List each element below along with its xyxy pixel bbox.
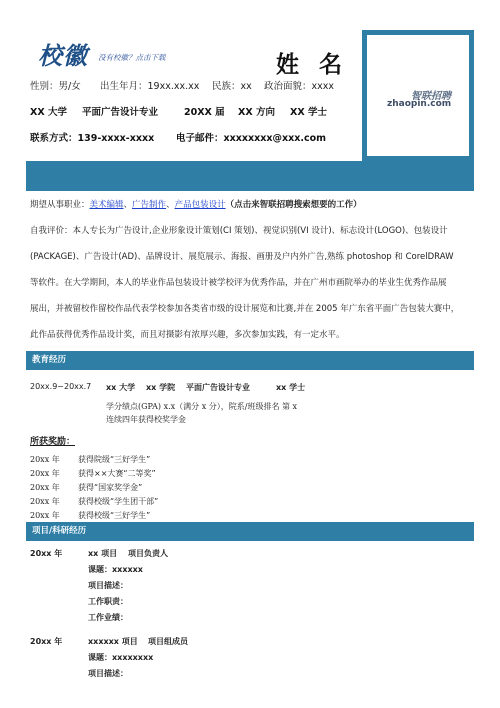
job-link-art-editor[interactable]: 美术编辑 <box>89 200 124 210</box>
edu-degree: XX 学士 <box>290 107 327 118</box>
edu-school: XX 大学 <box>30 107 67 118</box>
award-text: 获得××大赛“二等奖” <box>78 469 156 478</box>
candidate-name: 姓 名 <box>276 52 349 78</box>
logo-download-link[interactable]: 没有校徽？点击下载 <box>98 53 166 62</box>
project-field: 课题：xxxxxxxx <box>88 653 154 662</box>
self-eval-line: 展出，并被留校作留校作品代表学校参加各类省市级的设计展览和比赛,并在 2005 年广东省平面广告包装大赛中， <box>30 304 460 314</box>
award-text: 获得“国家奖学金” <box>78 483 143 492</box>
project-name: xxxxxx 项目 <box>88 637 138 646</box>
contact-email: 电子邮件：xxxxxxxx@xxx.com <box>176 133 327 144</box>
project-field: 项目描述： <box>88 581 128 590</box>
edu-scholarship: 连续四年获得校奖学金 <box>106 415 186 424</box>
birth-date: 出生年月：19xx.xx.xx <box>100 81 200 92</box>
award-year: 20xx 年 <box>30 483 60 492</box>
photo-placeholder <box>367 35 469 156</box>
award-year: 20xx 年 <box>30 497 60 506</box>
edu-period: 20xx.9~20xx.7 <box>30 382 92 391</box>
self-eval-line: 此作品获得优秀作品设计奖，而且对摄影有浓厚兴趣，多次参加实践，有一定水平。 <box>30 330 345 340</box>
project-role: 项目负责人 <box>128 549 168 558</box>
project-year: 20xx 年 <box>30 637 63 646</box>
self-eval-line: 等软件。在大学期间，本人的毕业作品包装设计被学校评为优秀作品，并在广州市画院举办的毕业生优秀作品展 <box>30 278 447 288</box>
watermark-url: zhaopin.com <box>387 99 452 109</box>
gender: 性别：男/女 <box>30 81 81 92</box>
edu-direction: XX 方向 <box>238 107 275 118</box>
edu-detail-degree: xx 学士 <box>276 383 306 392</box>
job-intent <box>30 198 470 210</box>
award-year: 20xx 年 <box>30 469 60 478</box>
education-section-title: 教育经历 <box>26 351 474 370</box>
project-role: 项目组成员 <box>148 637 188 646</box>
award-text: 获得校级“学生团干部” <box>78 497 159 506</box>
job-link-ad-production[interactable]: 广告制作 <box>132 200 167 210</box>
ethnicity: 民族：xx <box>212 81 252 92</box>
project-field: 工作职责： <box>88 597 128 606</box>
edu-gpa: 学分绩点(GPA) x.x（满分 x 分），院系/班级排名 第 x <box>106 402 298 411</box>
award-text: 获得校级“三好学生” <box>78 511 151 520</box>
self-eval-line: 自我评价：本人专长为广告设计,企业形象设计策划(CI 策划)、视觉识别(VI 设计)、标志设计(LOGO)、包装设计 <box>30 226 448 236</box>
award-year: 20xx 年 <box>30 455 60 464</box>
photo-frame <box>362 30 474 161</box>
project-field: 工作业绩： <box>88 613 128 622</box>
job-intent-label: 期望从事职业： <box>30 200 90 210</box>
edu-detail-school: xx 大学 <box>106 383 136 392</box>
project-name: xx 项目 <box>88 549 118 558</box>
job-search-note[interactable]: （点击来智联招聘搜索想要的工作） <box>225 200 362 210</box>
projects-section-title: 项目/科研经历 <box>26 522 474 541</box>
award-year: 20xx 年 <box>30 511 60 520</box>
project-year: 20xx 年 <box>30 549 63 558</box>
project-field: 项目描述： <box>88 669 128 678</box>
awards-title: 所获奖励： <box>30 437 76 447</box>
job-sep: 、 <box>166 200 175 210</box>
school-logo: 校徽 <box>38 41 88 70</box>
contact-phone: 联系方式：139-xxxx-xxxx <box>30 133 155 144</box>
edu-detail-college: xx 学院 <box>146 383 176 392</box>
political-status: 政治面貌：xxxx <box>264 81 334 92</box>
edu-class: 20XX 届 <box>184 107 225 118</box>
job-sep: 、 <box>123 200 133 210</box>
self-eval-line: (PACKAGE)、广告设计(AD)、品牌设计、展览展示、海报、画册及户内外广告,熟练 photoshop 和 CorelDRAW <box>30 252 454 262</box>
project-field: 课题：xxxxxx <box>88 565 143 574</box>
watermark-text: 智联招聘 <box>411 91 451 102</box>
award-text: 获得院级“三好学生” <box>78 455 151 464</box>
job-link-package-design[interactable]: 产品包装设计 <box>174 200 226 210</box>
edu-major: 平面广告设计专业 <box>82 107 159 118</box>
edu-detail-major: 平面广告设计专业 <box>186 383 250 392</box>
header-divider-band <box>26 161 474 191</box>
